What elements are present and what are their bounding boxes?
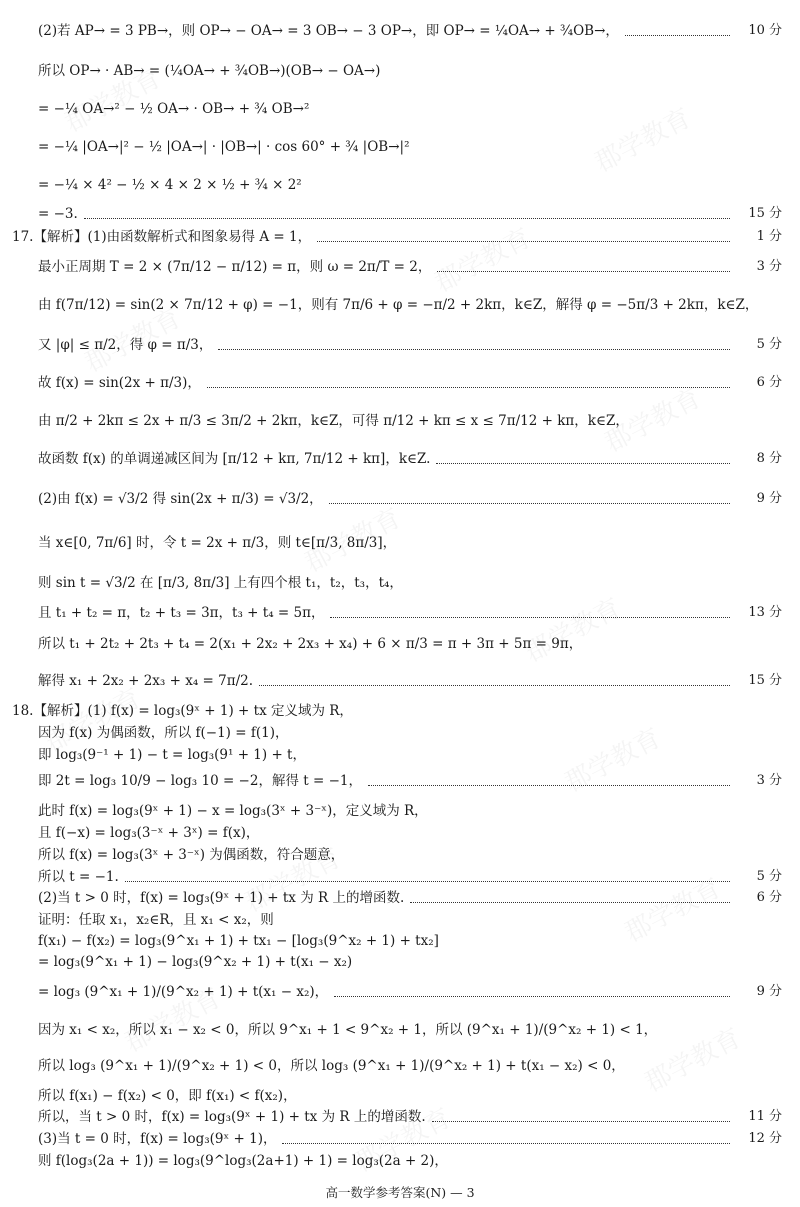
score-mark: 5 分 [756,337,782,352]
answer-text: 当 x∈[0, 7π/6] 时，令 t = 2x + π/3，则 t∈[π/3, 8π/3]， [38,535,397,551]
answer-line [0,1152,800,1170]
answer-text: 故 f(x) = sin(2x + π/3)， [38,375,201,391]
answer-text: 此时 f(x) = log₃(9ˣ + 1) − x = log₃(3ˣ + 3⁻ˣ)，定义域为 R， [38,803,428,819]
dot-leader [625,35,730,36]
score-mark: 6 分 [756,890,782,905]
dot-leader [84,218,730,219]
answer-line [0,635,800,653]
answer-text: (2)当 t > 0 时，f(x) = log₃(9ˣ + 1) + tx 为 R 上的增函数. [38,890,405,906]
answer-line [0,412,800,430]
answer-line [0,22,800,40]
dot-leader [330,617,730,618]
score-mark: 1 分 [756,229,782,244]
score-mark: 9 分 [756,491,782,506]
answer-line [0,1087,800,1105]
answer-text: 且 t₁ + t₂ = π，t₂ + t₃ = 3π，t₃ + t₄ = 5π， [38,605,325,621]
answer-line [0,450,800,468]
answer-text: 即 log₃(9⁻¹ + 1) − t = log₃(9¹ + 1) + t， [38,747,306,763]
answer-line [0,296,800,314]
answer-line [0,100,800,118]
score-mark: 3 分 [756,259,782,274]
answer-text: 因为 x₁ < x₂，所以 x₁ − x₂ < 0，所以 9^x₁ + 1 < 9^x₂ + 1，所以 (9^x₁ + 1)/(9^x₂ + 1) < 1， [38,1022,658,1038]
answer-line [0,604,800,622]
answer-text: 又 |φ| ≤ π/2，得 φ = π/3， [38,337,213,353]
score-mark: 10 分 [748,23,782,38]
answer-line [0,802,800,820]
answer-line [0,953,800,971]
answer-text: 18.【解析】(1) f(x) = log₃(9ˣ + 1) + tx 定义域为 R， [12,703,353,719]
answer-text: f(x₁) − f(x₂) = log₃(9^x₁ + 1) + tx₁ − [log₃(9^x₂ + 1) + tx₂] [38,933,439,949]
answer-line [0,1108,800,1126]
answer-text: 所以 log₃ (9^x₁ + 1)/(9^x₂ + 1) < 0，所以 log₃ (9^x₁ + 1)/(9^x₂ + 1) + t(x₁ − x₂) < 0， [38,1058,625,1074]
dot-leader [207,387,730,388]
answer-text: 由 f(7π/12) = sin(2 × 7π/12 + φ) = −1，则有 7π/6 + φ = −π/2 + 2kπ，k∈Z，解得 φ = −5π/3 + 2kπ，k∈Z， [38,297,759,313]
answer-text: = log₃ (9^x₁ + 1)/(9^x₂ + 1) + t(x₁ − x₂)， [38,984,329,1000]
answer-text: = log₃(9^x₁ + 1) − log₃(9^x₂ + 1) + t(x₁ − x₂) [38,954,353,970]
score-mark: 15 分 [748,673,782,688]
answer-text: 所以 t = −1. [38,869,119,885]
score-mark: 12 分 [748,1131,782,1146]
dot-leader [329,503,730,504]
answer-line [0,672,800,690]
answer-line [0,258,800,276]
answer-text: = −¼ OA→² − ½ OA→ · OB→ + ¾ OB→² [38,101,310,117]
answer-text: 所以，当 t > 0 时，f(x) = log₃(9ˣ + 1) + tx 为 R 上的增函数. [38,1109,426,1125]
score-mark: 15 分 [748,206,782,221]
answer-text: 最小正周期 T = 2 × (7π/12 − π/12) = π，则 ω = 2π/T = 2， [38,259,432,275]
answer-line [0,983,800,1001]
answer-line [0,911,800,929]
answer-text: 且 f(−x) = log₃(3⁻ˣ + 3ˣ) = f(x)， [38,825,260,841]
answer-text: 17.【解析】(1)由函数解析式和图象易得 A = 1， [12,229,312,245]
answer-line [0,490,800,508]
dot-leader [368,785,730,786]
dot-leader [317,241,730,242]
score-mark: 11 分 [748,1109,782,1124]
answer-text: = −¼ |OA→|² − ½ |OA→| · |OB→| · cos 60° + ¾ |OB→|² [38,139,410,155]
page-footer: 高一数学参考答案(N) — 3 [325,1185,475,1200]
answer-line [0,374,800,392]
answer-line [0,746,800,764]
answer-text: 则 sin t = √3/2 在 [π/3, 8π/3] 上有四个根 t₁，t₂，t₃，t₄， [38,575,403,591]
answer-line [0,336,800,354]
dot-leader [334,996,730,997]
watermark [517,588,626,670]
answer-line [0,824,800,842]
answer-line [0,138,800,156]
dot-leader [432,1121,730,1122]
answer-line [0,932,800,950]
answer-text: 则 f(log₃(2a + 1)) = log₃(9^log₃(2a+1) + 1) = log₃(2a + 2)， [38,1153,448,1169]
dot-leader [218,349,730,350]
answer-text: = −3. [38,206,78,222]
answer-text: 由 π/2 + 2kπ ≤ 2x + π/3 ≤ 3π/2 + 2kπ，k∈Z，可得 π/12 + kπ ≤ x ≤ 7π/12 + kπ，k∈Z， [38,413,629,429]
dot-leader [259,685,730,686]
answer-text: (2)由 f(x) = √3/2 得 sin(2x + π/3) = √3/2， [38,491,323,507]
answer-line [0,702,800,720]
answer-text: 所以 f(x) = log₃(3ˣ + 3⁻ˣ) 为偶函数，符合题意， [38,847,345,863]
answer-line [0,1057,800,1075]
answer-line [0,228,800,246]
answer-line [0,205,800,223]
answer-text: (2)若 AP→ = 3 PB→，则 OP→ − OA→ = 3 OB→ − 3 OP→，即 OP→ = ¼OA→ + ¾OB→， [38,23,619,39]
dot-leader [410,902,730,903]
answer-line [0,176,800,194]
dot-leader [437,271,730,272]
answer-line [0,1130,800,1148]
answer-text: 所以 t₁ + 2t₂ + 2t₃ + t₄ = 2(x₁ + 2x₂ + 2x₃ + x₄) + 6 × π/3 = π + 3π + 5π = 9π， [38,636,583,652]
answer-text: 因为 f(x) 为偶函数，所以 f(−1) = f(1)， [38,725,289,741]
score-mark: 9 分 [756,984,782,999]
score-mark: 5 分 [756,869,782,884]
answer-text: 即 2t = log₃ 10/9 − log₃ 10 = −2，解得 t = −1， [38,773,362,789]
answer-line [0,1021,800,1039]
answer-line [0,574,800,592]
answer-line [0,772,800,790]
answer-text: = −¼ × 4² − ½ × 4 × 2 × ½ + ¾ × 2² [38,177,302,193]
answer-text: 故函数 f(x) 的单调递减区间为 [π/12 + kπ, 7π/12 + kπ]，k∈Z. [38,451,431,467]
answer-text: 所以 OP→ · AB→ = (¼OA→ + ¾OB→)(OB→ − OA→) [38,63,381,79]
dot-leader [125,881,730,882]
score-mark: 3 分 [756,773,782,788]
answer-line [0,62,800,80]
dot-leader [282,1143,730,1144]
dot-leader [436,463,730,464]
answer-text: (3)当 t = 0 时，f(x) = log₃(9ˣ + 1)， [38,1131,277,1147]
score-mark: 13 分 [748,605,782,620]
answer-text: 证明：任取 x₁，x₂∈R，且 x₁ < x₂，则 [38,912,274,928]
score-mark: 6 分 [756,375,782,390]
answer-line [0,868,800,886]
answer-text: 所以 f(x₁) − f(x₂) < 0，即 f(x₁) < f(x₂)， [38,1088,297,1104]
answer-line [0,724,800,742]
answer-line [0,846,800,864]
answer-line [0,534,800,552]
answer-line [0,889,800,907]
score-mark: 8 分 [756,451,782,466]
answer-text: 解得 x₁ + 2x₂ + 2x₃ + x₄ = 7π/2. [38,673,254,689]
